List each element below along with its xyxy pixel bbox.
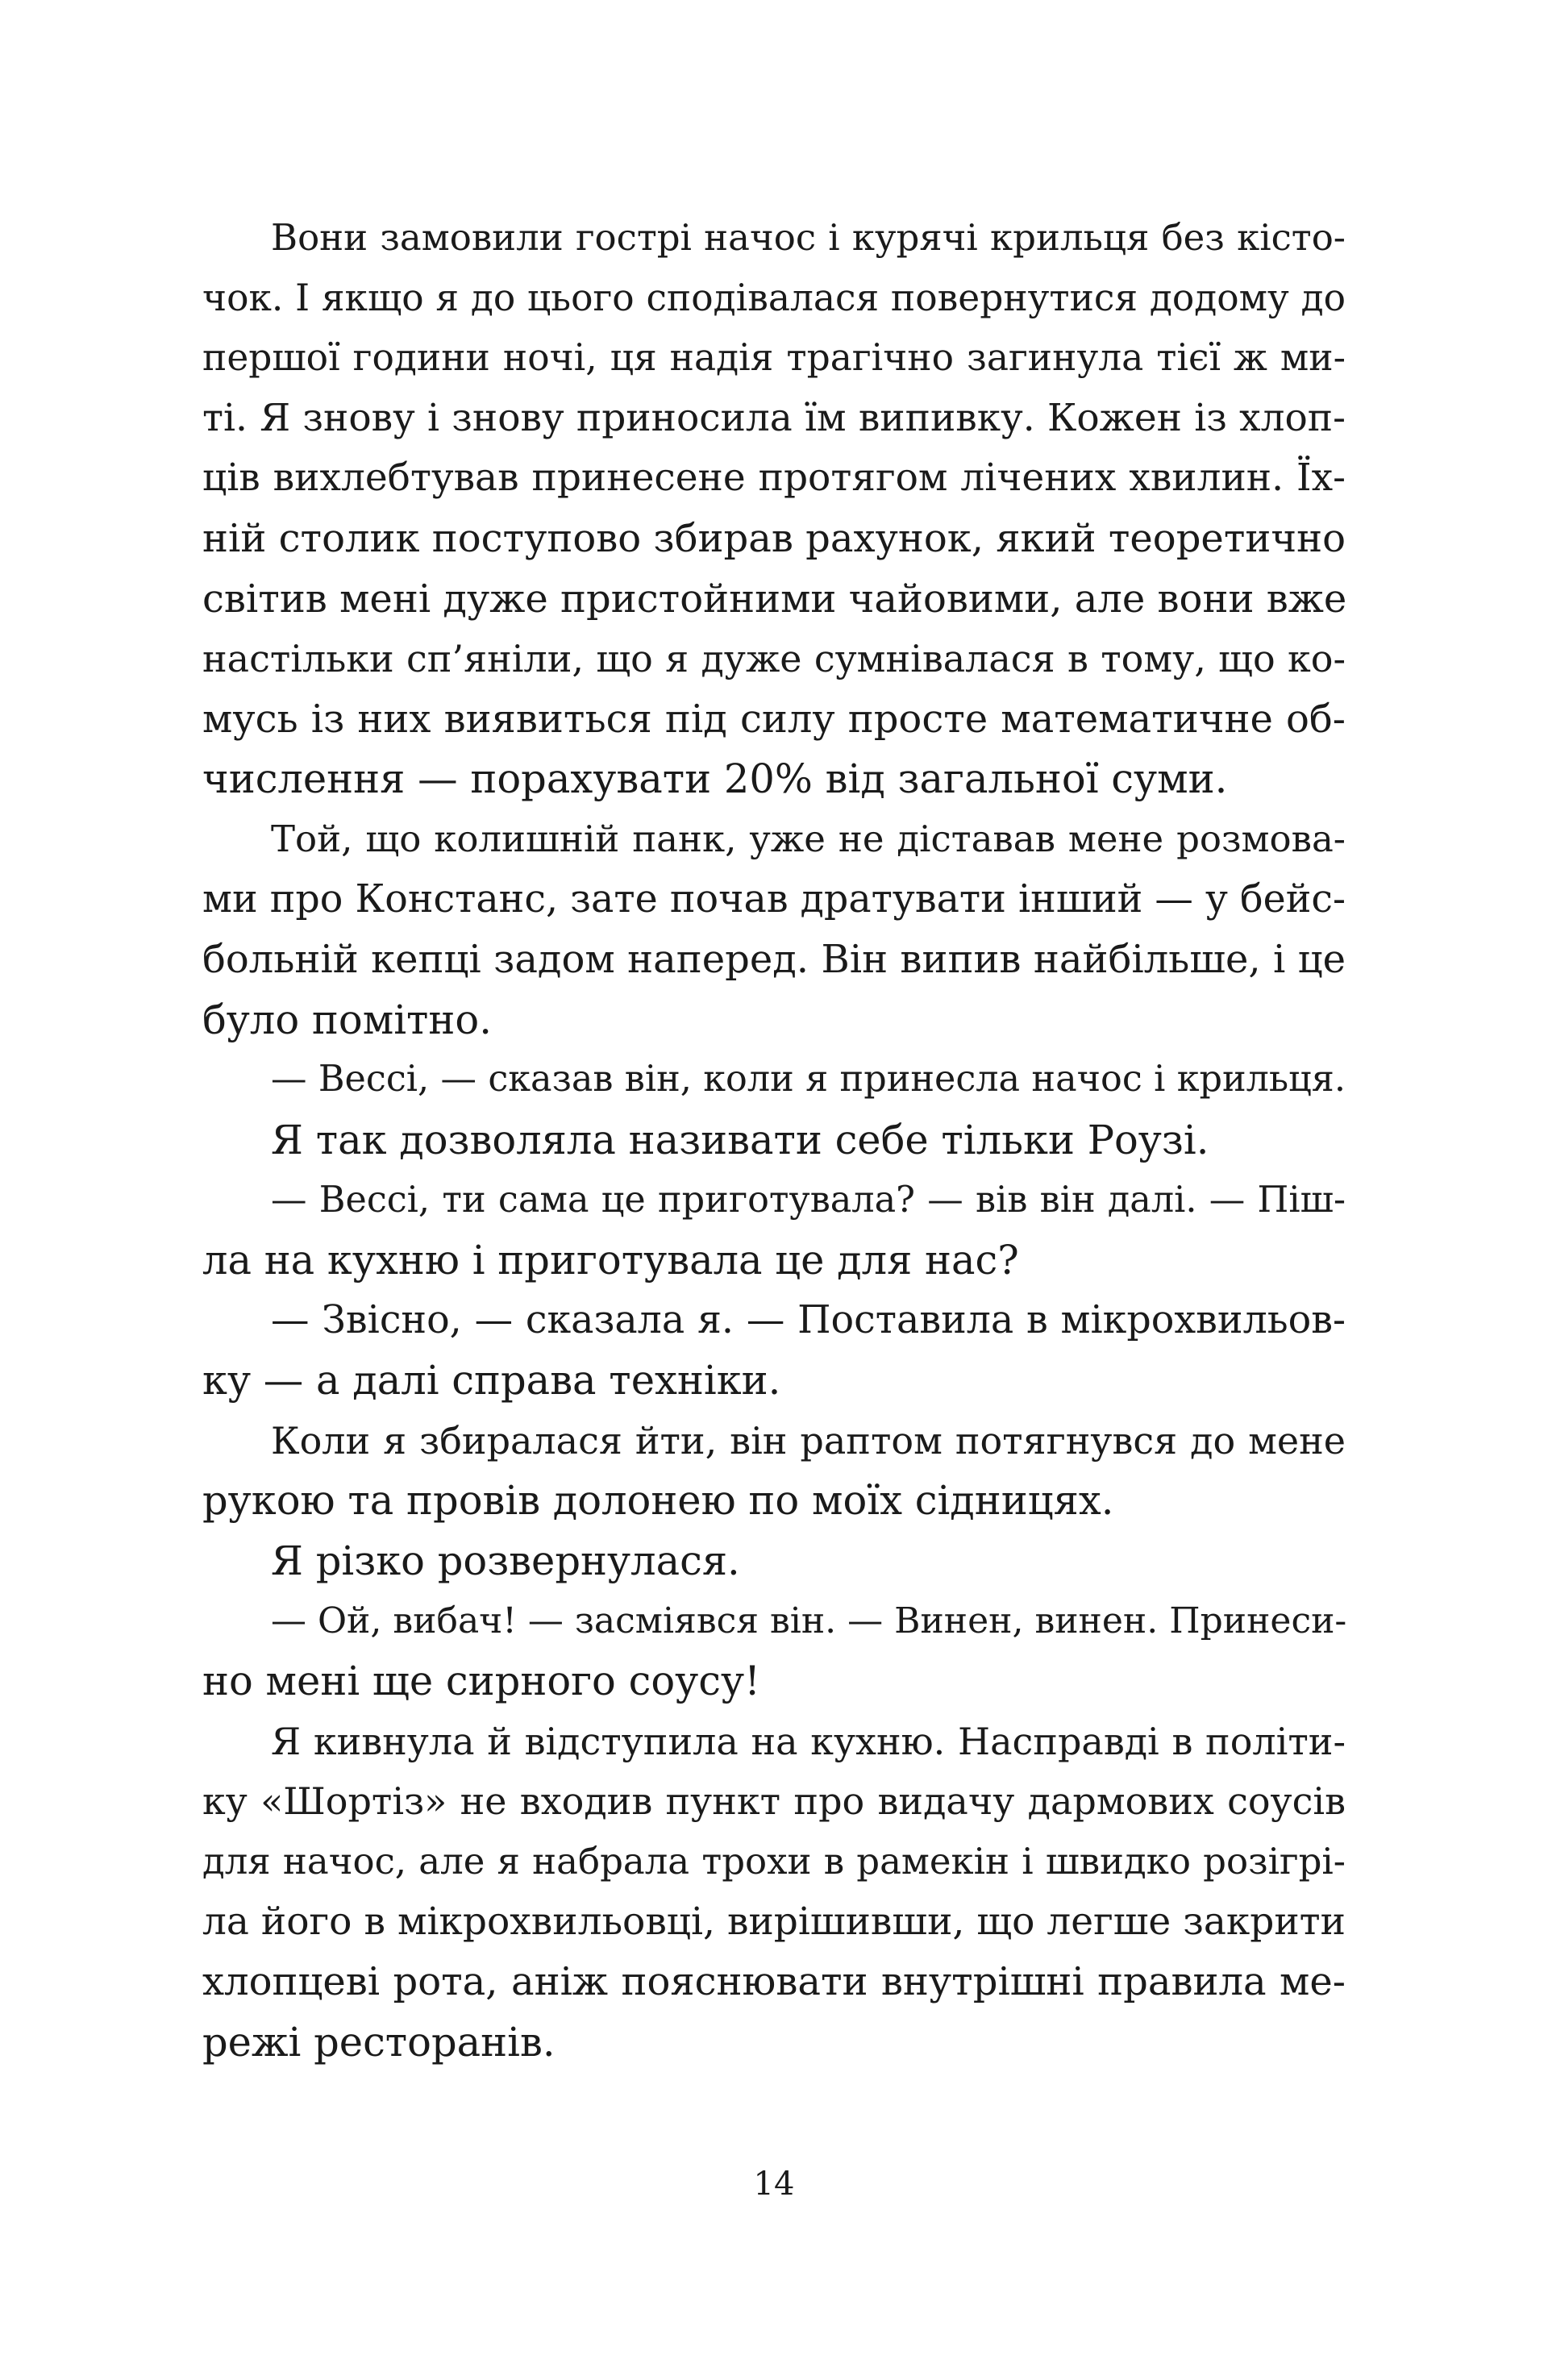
- text-line: больній кепці задом наперед. Він випив найбільше, і це: [202, 937, 1346, 983]
- text-line: рукою та провів долонею по моїх сідницях.: [202, 1477, 1114, 1525]
- text-line: ми про Констанс, зате почав дратувати інший — у бейс-: [202, 876, 1346, 922]
- text-line: світив мені дуже пристойними чайовими, але вони вже: [202, 576, 1347, 622]
- text-line: ців вихлебтував принесене протягом лічених хвилин. Їх-: [202, 456, 1346, 501]
- text-line: мусь із них виявиться під силу просте математичне об-: [202, 696, 1346, 742]
- text-line: Я різко розвернулася.: [271, 1537, 740, 1585]
- text-line: для начос, але я набрала трохи в рамекін і швидко розігрі-: [202, 1840, 1346, 1883]
- text-line: но мені ще сирного соусу!: [202, 1658, 760, 1705]
- text-line: ку — а далі справа техніки.: [202, 1357, 781, 1404]
- text-line: числення — порахувати 20% від загальної суми.: [202, 755, 1228, 803]
- text-line: — Звісно, — сказала я. — Поставила в мікрохвильов-: [271, 1297, 1346, 1342]
- text-line: першої години ночі, ця надія трагічно загинула тієї ж ми-: [202, 336, 1346, 380]
- text-line: Я кивнула й відступила на кухню. Насправді в політи-: [271, 1719, 1346, 1763]
- text-line: настільки сп’яніли, що я дуже сумнівалася в тому, що ко-: [202, 637, 1346, 681]
- text-line: — Вессі, — сказав він, коли я принесла начос і крильця.: [271, 1059, 1346, 1101]
- text-line: хлопцеві рота, аніж пояснювати внутрішні правила ме-: [202, 1959, 1346, 2005]
- text-line: Коли я збиралася йти, він раптом потягнувся до мене: [271, 1418, 1346, 1463]
- page-number: 14: [753, 2166, 795, 2203]
- text-line: ті. Я знову і знову приносила їм випивку. Кожен із хлоп-: [202, 395, 1346, 440]
- text-line: чок. І якщо я до цього сподівалася повернутися додому до: [202, 276, 1346, 319]
- text-line: було помітно.: [202, 996, 492, 1043]
- body-text: [202, 208, 1346, 2072]
- text-line: ла на кухню і приготувала це для нас?: [202, 1237, 1019, 1284]
- text-line: режі ресторанів.: [202, 2018, 556, 2066]
- text-line: ку «Шортіз» не входив пункт про видачу дармових соусів: [202, 1779, 1346, 1824]
- text-line: Я так дозволяла називати себе тільки Роузі.: [271, 1116, 1209, 1163]
- text-line: ній столик поступово збирав рахунок, який теоретично: [202, 515, 1346, 561]
- text-line: ла його в мікрохвильовці, вирішивши, що легше закрити: [202, 1899, 1346, 1944]
- text-line: Вони замовили гострі начос і курячі крильця без кісто-: [271, 216, 1346, 259]
- text-line: — Вессі, ти сама це приготувала? — вів він далі. — Піш-: [271, 1179, 1346, 1221]
- text-line: — Ой, вибач! — засміявся він. — Винен, винен. Принеси-: [271, 1600, 1347, 1641]
- text-line: Той, що колишній панк, уже не діставав мене розмова-: [271, 817, 1346, 860]
